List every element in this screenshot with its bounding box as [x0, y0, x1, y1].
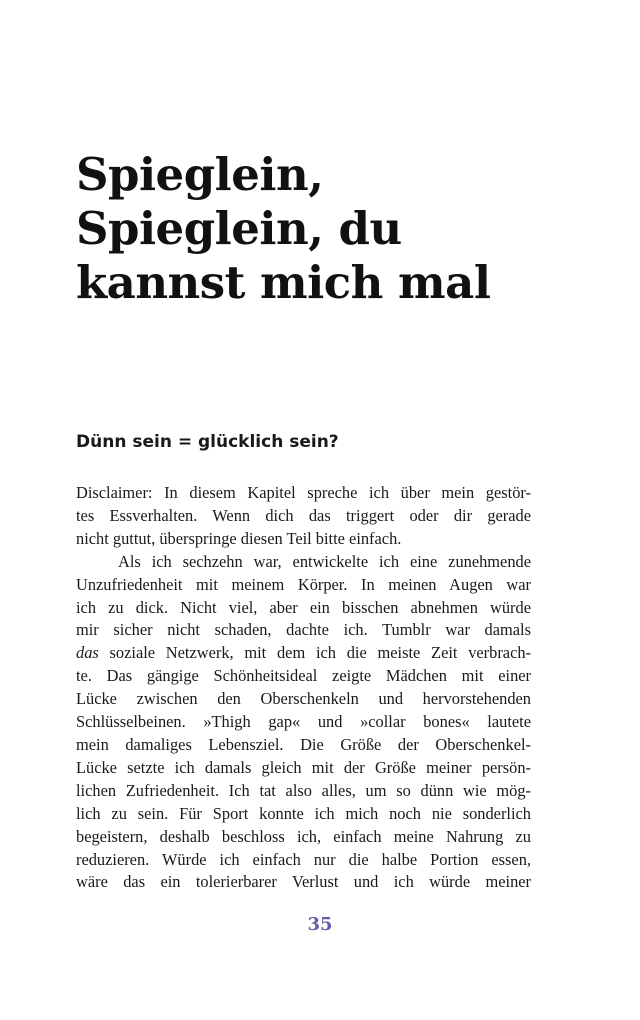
body-line: tes Essverhalten. Wenn dich das triggert oder dir gerade: [76, 505, 531, 525]
body-line: wäre das ein tolerierbarer Verlust und ich würde meiner: [76, 872, 531, 892]
body-line-rest: soziale Netzwerk, mit dem ich die meiste Zeit verbrach-: [109, 643, 531, 663]
chapter-title: [76, 148, 596, 310]
body-line-with-emphasis: [76, 642, 531, 665]
body-line: begeistern, deshalb beschloss ich, einfach meine Nahrung zu: [76, 826, 531, 846]
body-line: Disclaimer: In diesem Kapitel spreche ich über mein gestör-: [76, 483, 531, 502]
chapter-title-line: kannst mich mal: [76, 256, 491, 309]
body-line: lich zu sein. Für Sport konnte ich mich noch nie sonderlich: [76, 803, 531, 823]
section-heading: Dünn sein = glücklich sein?: [76, 432, 339, 452]
body-line: ich zu dick. Nicht viel, aber ein bisschen abnehmen würde: [76, 597, 531, 617]
body-line: Lücke setzte ich damals gleich mit der Größe meiner persön-: [76, 757, 531, 777]
body-line: Als ich sechzehn war, entwickelte ich eine zunehmende: [118, 551, 531, 571]
body-text: [76, 482, 531, 894]
body-line: te. Das gängige Schönheitsideal zeigte Mädchen mit einer: [76, 666, 531, 686]
body-line: reduzieren. Würde ich einfach nur die halbe Portion essen,: [76, 849, 531, 869]
body-line: mein damaliges Lebensziel. Die Größe der Oberschenkel-: [76, 734, 531, 754]
chapter-title-line: Spieglein, du: [76, 202, 402, 255]
chapter-title-line: Spieglein,: [76, 148, 324, 201]
page-number: 35: [307, 914, 333, 935]
emphasized-word: das: [76, 643, 99, 663]
body-line: Lücke zwischen den Oberschenkeln und hervorstehenden: [76, 689, 531, 709]
body-line: mir sicher nicht schaden, dachte ich. Tumblr war damals: [76, 620, 531, 640]
body-line: nicht guttut, überspringe diesen Teil bitte einfach.: [76, 528, 402, 548]
body-line: Unzufriedenheit mit meinem Körper. In meinen Augen war: [76, 574, 531, 594]
body-line: Schlüsselbeinen. »Thigh gap« und »collar bones« lautete: [76, 712, 531, 732]
body-line: lichen Zufriedenheit. Ich tat also alles, um so dünn wie mög-: [76, 780, 531, 800]
